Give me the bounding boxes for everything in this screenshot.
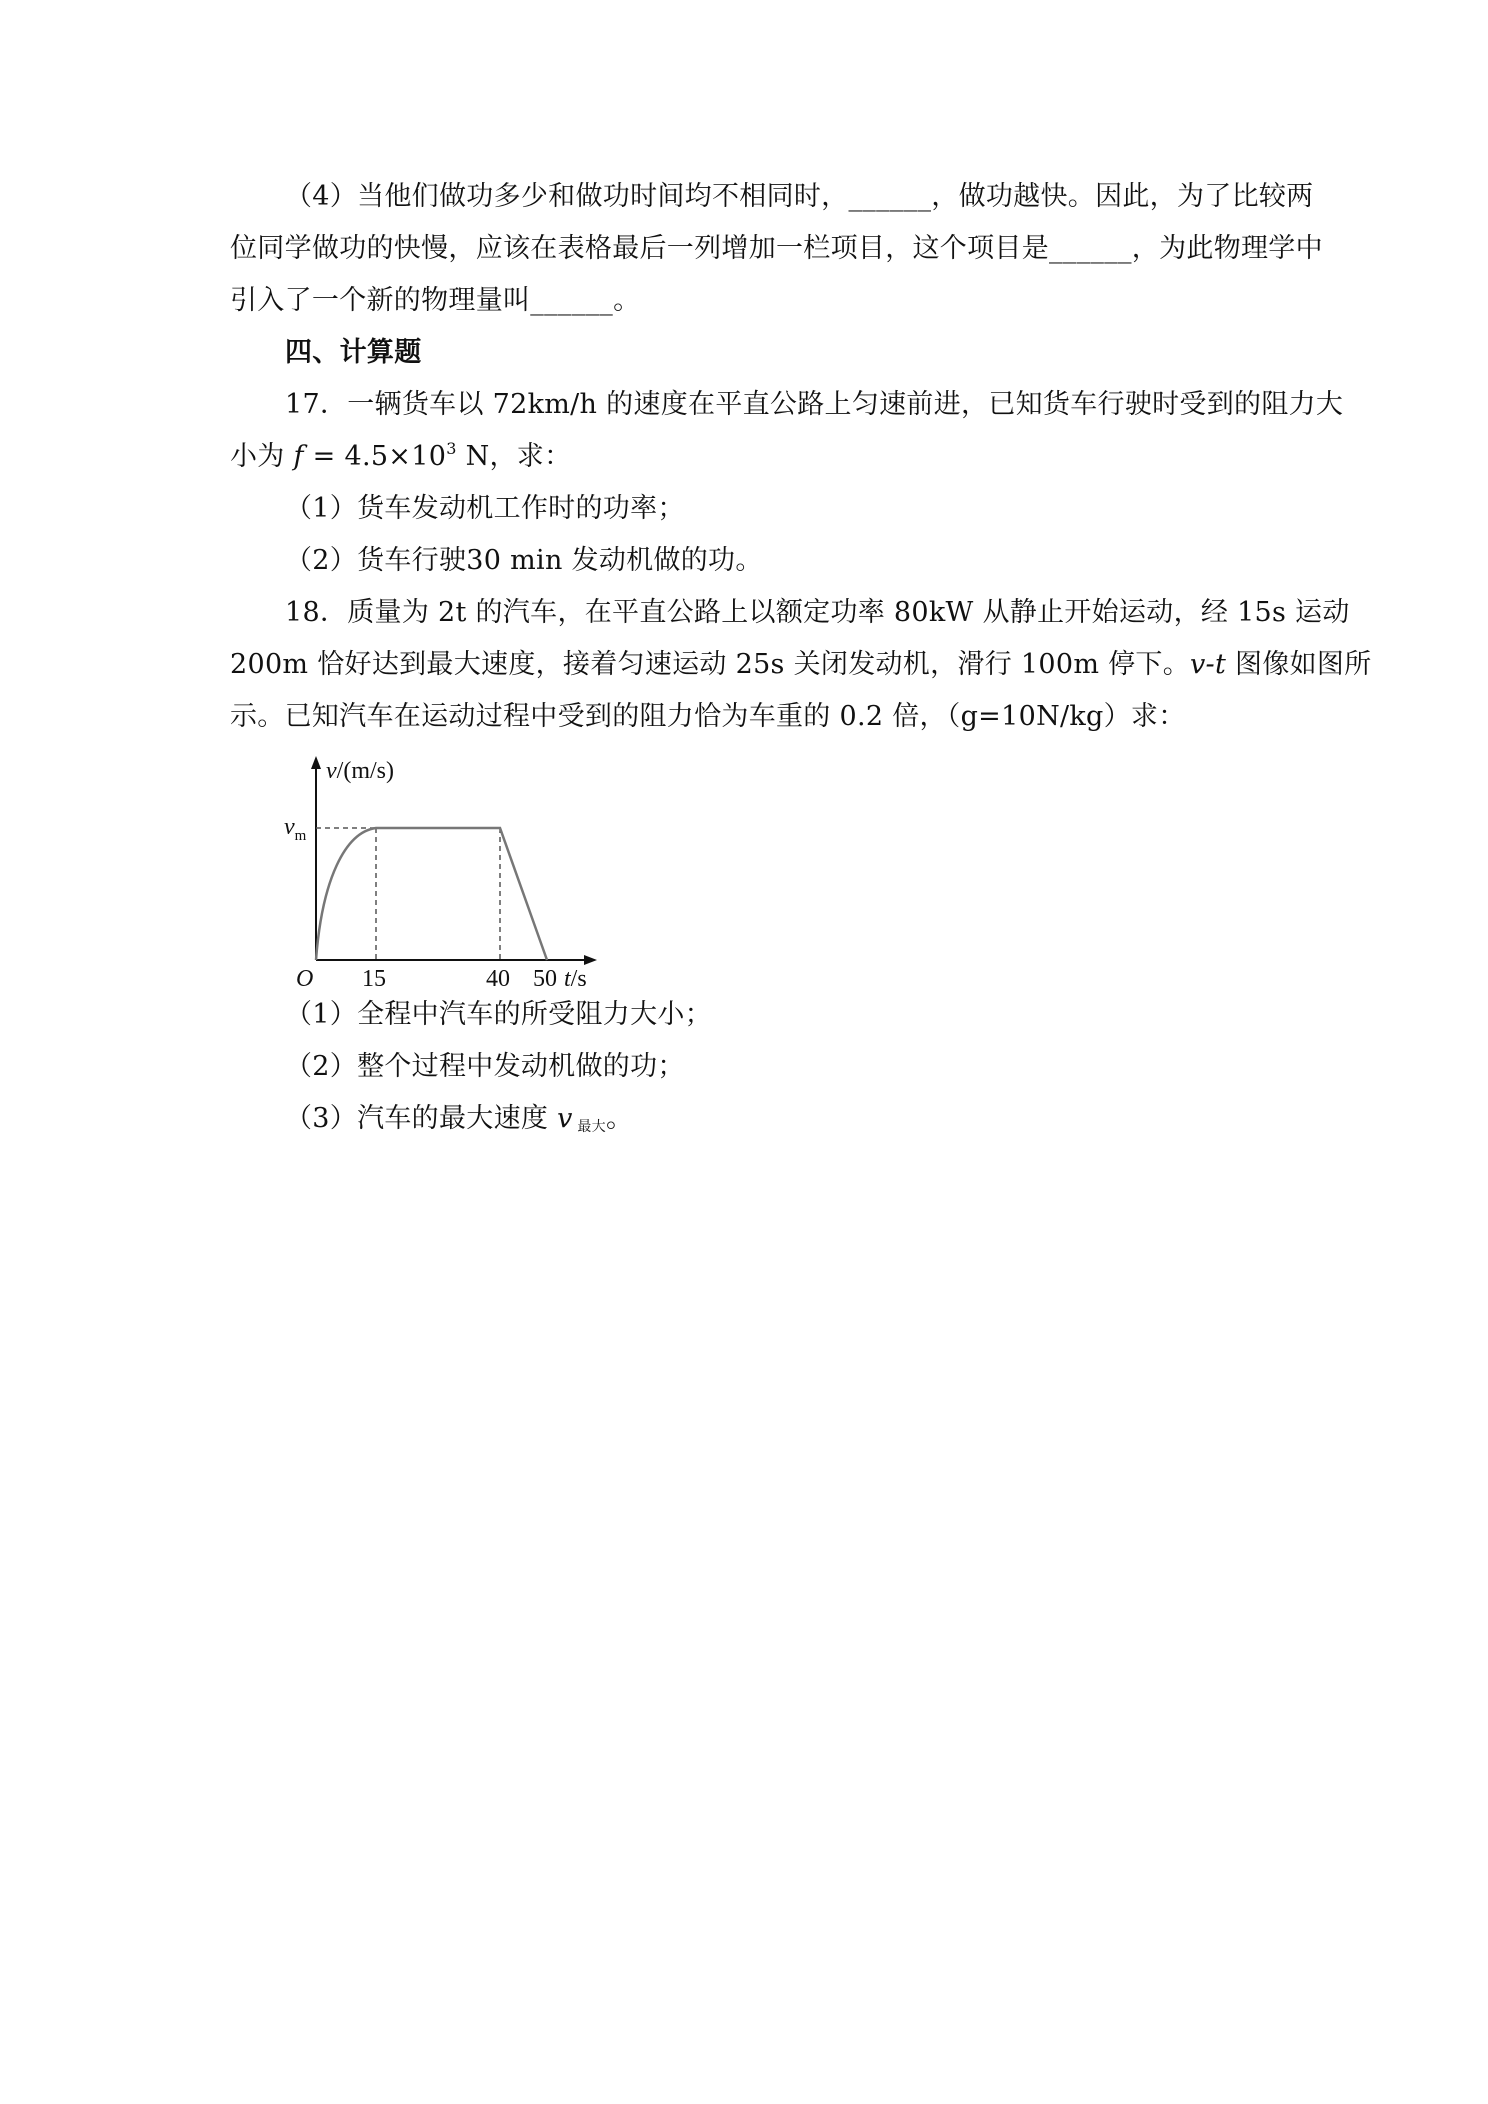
y-axis-arrow — [311, 756, 321, 769]
y-axis-label: v/(m/s) — [326, 758, 394, 784]
tick-label-50: 50 — [533, 966, 557, 990]
velocity-time-graph — [270, 750, 610, 990]
q16-part4-line3: 引入了一个新的物理量叫______。 — [230, 285, 641, 316]
force-equation: = 4.5×10 — [303, 441, 447, 472]
x-axis-arrow — [584, 955, 597, 965]
q16-part4-line2: 位同学做功的快慢，应该在表格最后一列增加一栏项目，这个项目是______，为此物理学中 — [230, 233, 1323, 264]
velocity-curve — [316, 828, 547, 960]
q18-line3: 示。已知汽车在运动过程中受到的阻力恰为车重的 0.2 倍，（g=10N/kg）求： — [230, 701, 1186, 732]
q18-part3-prefix: （3）汽车的最大速度 — [285, 1103, 558, 1134]
q17-part2: （2）货车行驶30 min 发动机做的功。 — [285, 545, 763, 576]
vmax-subscript: 最大 — [572, 1119, 606, 1135]
q17-line1: 17．一辆货车以 72km/h 的速度在平直公路上匀速前进，已知货车行驶时受到的阻力大 — [285, 389, 1344, 420]
q18-line2 — [230, 648, 1372, 682]
q18-line2-tail: 图像如图所 — [1226, 649, 1372, 680]
x-axis-label: t/s — [564, 966, 587, 990]
q18-part3-end: 。 — [605, 1103, 634, 1134]
force-exponent: 3 — [446, 439, 457, 458]
vt-label: v-t — [1190, 649, 1227, 680]
force-unit: N，求： — [456, 441, 572, 472]
vm-label: $v_m$ — [284, 814, 307, 844]
q16-part4-line1: （4）当他们做功多少和做功时间均不相同时，______，做功越快。因此，为了比较两 — [285, 181, 1314, 212]
q17-part1: （1）货车发动机工作时的功率； — [285, 493, 685, 524]
tick-label-15: 15 — [362, 966, 386, 990]
q17-line2 — [230, 440, 571, 474]
q18-line2-text: 200m 恰好达到最大速度，接着匀速运动 25s 关闭发动机，滑行 100m 停下。 — [230, 649, 1190, 680]
tick-label-40: 40 — [486, 966, 510, 990]
section-heading: 四、计算题 — [285, 337, 422, 368]
force-symbol: f — [293, 441, 304, 472]
q18-part3 — [285, 1102, 633, 1144]
vmax-symbol: v — [557, 1103, 573, 1134]
q18-line1: 18．质量为 2t 的汽车，在平直公路上以额定功率 80kW 从静止开始运动，经 15s 运动 — [285, 597, 1350, 628]
q18-part2: （2）整个过程中发动机做的功； — [285, 1051, 685, 1082]
origin-label: O — [296, 966, 314, 990]
q18-part1: （1）全程中汽车的所受阻力大小； — [285, 999, 712, 1030]
q17-line2-prefix: 小为 — [230, 441, 294, 472]
